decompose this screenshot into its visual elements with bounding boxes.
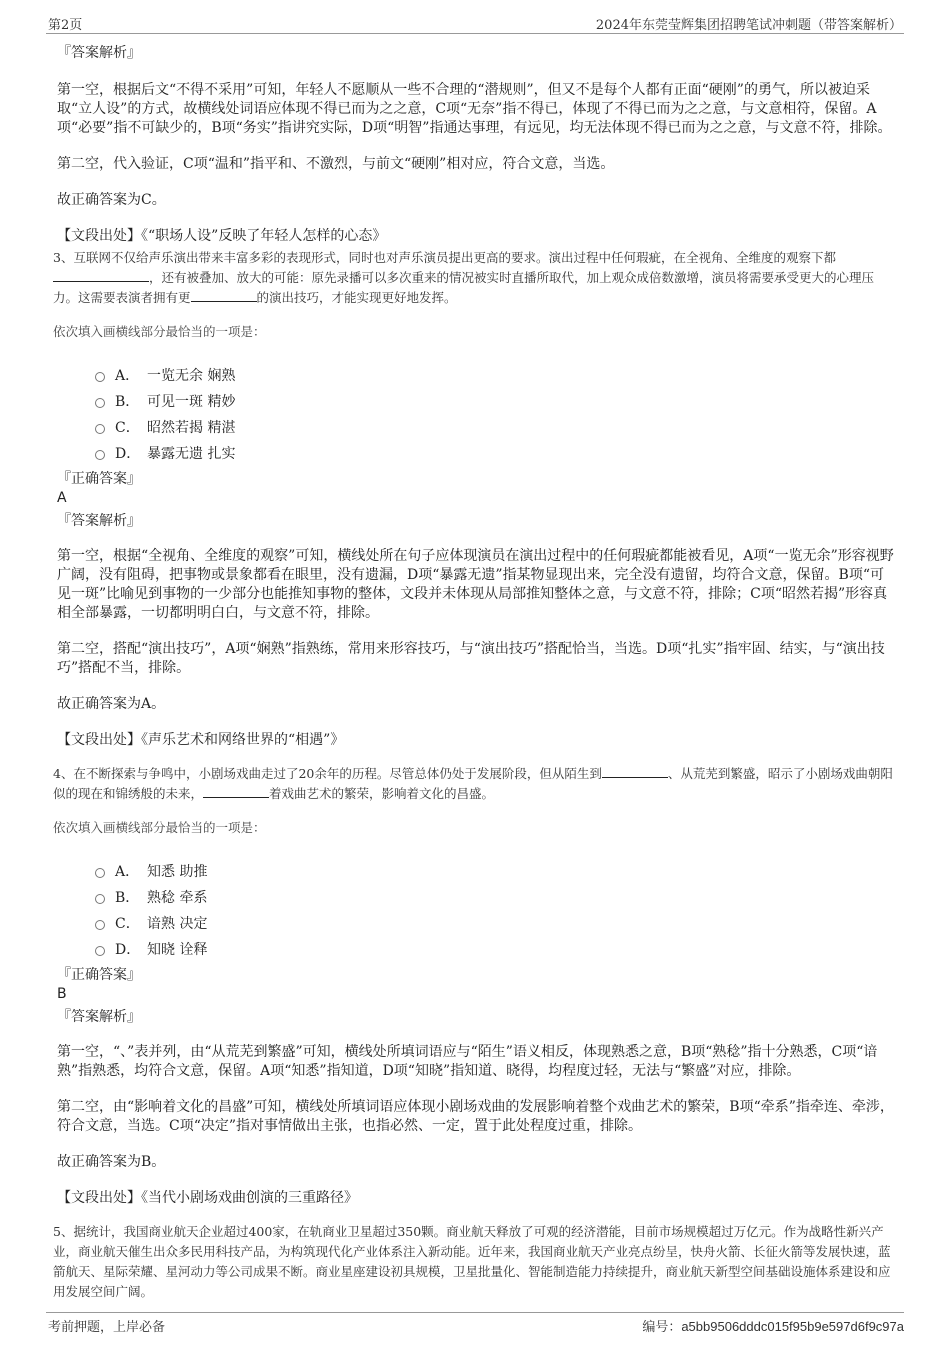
radio-icon[interactable] xyxy=(95,868,105,878)
analysis-tag: 『答案解析』 xyxy=(57,513,141,529)
question-4-stem xyxy=(53,764,897,804)
option-key: C． xyxy=(115,916,140,932)
option-key: C． xyxy=(115,420,140,436)
question-text: ，还有被叠加、放大的可能：原先录播可以多次重来的情况被实时直播所取代，加上观众成倍数激增，演员将需要承受更大的心理压力。这需要表演者拥有更 xyxy=(53,270,875,305)
source-citation: 【文段出处】《声乐艺术和网络世界的“相遇”》 xyxy=(57,732,345,748)
option-a[interactable] xyxy=(95,362,897,388)
document-title: 2024年东莞莹辉集团招聘笔试冲刺题（带答案解析） xyxy=(595,18,902,33)
analysis-tag: 『答案解析』 xyxy=(57,45,141,61)
answer-blank xyxy=(53,268,149,282)
question-text: 4、在不断探索与争鸣中，小剧场戏曲走过了20余年的历程。尽管总体仍处于发展阶段，但从陌生到 xyxy=(53,766,602,781)
question-5-stem: 5、据统计，我国商业航天企业超过400家，在轨商业卫星超过350颗。商业航天释放了可观的经济潜能，目前市场规模超过万亿元。作为战略性新兴产业，商业航天催生出众多民用科技产品，为构筑现代化产业体系注入新动能。近年来，我国商业航天产业亮点纷呈，快舟火箭、长征火箭等发展快速，蓝箭航天、星际荣耀、星河动力等公司成果不断。商业星座建设初具规模，卫星批量化、智能制造能力持续提升，商业航天新型空间基础设施体系建设和应用发展空间广阔。 xyxy=(53,1224,891,1299)
option-key: B． xyxy=(115,890,140,906)
analysis-paragraph: 故正确答案为C。 xyxy=(57,192,166,208)
option-d[interactable] xyxy=(95,440,897,466)
correct-answer-tag: 『正确答案』 xyxy=(57,471,141,487)
question-text: 、从荒芜到繁盛，昭示了小剧场戏曲朝阳似的现在和锦绣般的未来， xyxy=(53,766,893,801)
option-b[interactable] xyxy=(95,388,897,414)
analysis-tag: 『答案解析』 xyxy=(57,1009,141,1025)
option-text: 谙熟 决定 xyxy=(147,916,208,932)
answer-blank xyxy=(203,784,269,798)
analysis-paragraph: 第一空，“、”表并列，由“从荒芜到繁盛”可知，横线处所填词语应与“陌生”语义相反，体现熟悉之意，B项“熟稔”指十分熟悉，C项“谙熟”指熟悉，均符合文意，保留。A项“知悉”指知道，D项“知晓”指知道、晓得，均程度过轻，无法与“繁盛”对应，排除。 xyxy=(57,1044,878,1079)
question-text: 着戏曲艺术的繁荣，影响着文化的昌盛。 xyxy=(269,786,495,801)
analysis-paragraph: 第二空，代入验证，C项“温和”指平和、不激烈，与前文“硬刚”相对应，符合文意，当选。 xyxy=(57,156,615,172)
answer-blank xyxy=(191,288,257,302)
option-c[interactable] xyxy=(95,414,897,440)
radio-icon[interactable] xyxy=(95,894,105,904)
analysis-paragraph: 故正确答案为A。 xyxy=(57,696,166,712)
analysis-paragraph: 第一空，根据“全视角、全维度的观察”可知，横线处所在句子应体现演员在演出过程中的任何瑕疵都能被看见，A项“一览无余”形容视野广阔，没有阻碍，把事物或景象都看在眼里，没有遗漏，D项“暴露无遗”指某物显现出来，完全没有遗留，均符合文意，保留。B项“可见一斑”比喻见到事物的一少部分也能推知事物的整体，文段并未体现从局部推知整体之意，与文意不符，排除；C项“昭然若揭”形容真相全部暴露，一切都明明白白，与文意不符，排除。 xyxy=(57,548,894,621)
option-key: B． xyxy=(115,394,140,410)
radio-icon[interactable] xyxy=(95,372,105,382)
option-text: 可见一斑 精妙 xyxy=(147,394,236,410)
question-lead: 依次填入画横线部分最恰当的一项是： xyxy=(53,820,266,835)
question-lead: 依次填入画横线部分最恰当的一项是： xyxy=(53,324,266,339)
radio-icon[interactable] xyxy=(95,946,105,956)
radio-icon[interactable] xyxy=(95,450,105,460)
analysis-paragraph: 第二空，由“影响着文化的昌盛”可知，横线处所填词语应体现小剧场戏曲的发展影响着整个戏曲艺术的繁荣，B项“牵系”指牵连、牵涉，符合文意，当选。C项“决定”指对事情做出主张，也指必然、一定，置于此处程度过重，排除。 xyxy=(57,1099,894,1134)
option-key: A． xyxy=(115,368,140,384)
document-code xyxy=(642,1316,904,1335)
radio-icon[interactable] xyxy=(95,424,105,434)
footer-slogan: 考前押题，上岸必备 xyxy=(48,1320,166,1335)
options-list xyxy=(95,858,897,962)
option-d[interactable] xyxy=(95,936,897,962)
option-text: 熟稔 牵系 xyxy=(147,890,208,906)
source-citation: 【文段出处】《当代小剧场戏曲创演的三重路径》 xyxy=(57,1190,358,1206)
option-b[interactable] xyxy=(95,884,897,910)
source-citation: 【文段出处】《“职场人设”反映了年轻人怎样的心态》 xyxy=(57,228,387,244)
option-text: 一览无余 娴熟 xyxy=(147,368,236,384)
options-list xyxy=(95,362,897,466)
correct-answer-tag: 『正确答案』 xyxy=(57,967,141,983)
answer-blank xyxy=(602,764,668,778)
page-header xyxy=(46,12,904,34)
question-text: 的演出技巧，才能实现更好地发挥。 xyxy=(256,290,457,305)
option-c[interactable] xyxy=(95,910,897,936)
correct-answer: B xyxy=(57,986,67,1002)
page-footer xyxy=(46,1312,904,1335)
option-text: 昭然若揭 精湛 xyxy=(147,420,236,436)
correct-answer: A xyxy=(57,490,67,506)
radio-icon[interactable] xyxy=(95,920,105,930)
option-text: 暴露无遗 扎实 xyxy=(147,446,236,462)
page-number: 第2页 xyxy=(48,18,83,33)
analysis-paragraph: 第二空，搭配“演出技巧”，A项“娴熟”指熟练，常用来形容技巧，与“演出技巧”搭配恰当，当选。D项“扎实”指牢固、结实，与“演出技巧”搭配不当，排除。 xyxy=(57,641,885,676)
question-text: 3、互联网不仅给声乐演出带来丰富多彩的表现形式，同时也对声乐演员提出更高的要求。演出过程中任何瑕疵，在全视角、全维度的观察下都 xyxy=(53,250,836,265)
radio-icon[interactable] xyxy=(95,398,105,408)
question-3-stem xyxy=(53,248,897,308)
option-text: 知晓 诠释 xyxy=(147,942,208,958)
analysis-paragraph: 第一空，根据后文“不得不采用”可知，年轻人不愿顺从一些不合理的“潜规则”，但又不是每个人都有正面“硬刚”的勇气，所以被迫采取“立人设”的方式，故横线处词语应体现不得已而为之之意，C项“无奈”指不得已，体现了不得已而为之之意，与文意相符，保留。A项“必要”指不可缺少的，B项“务实”指讲究实际，D项“明智”指通达事理，有远见，均无法体现不得已而为之之意，与文意不符，排除。 xyxy=(57,82,892,136)
option-key: A． xyxy=(115,864,140,880)
analysis-paragraph: 故正确答案为B。 xyxy=(57,1154,166,1170)
document-body xyxy=(53,44,897,1302)
option-key: D． xyxy=(115,446,141,462)
option-a[interactable] xyxy=(95,858,897,884)
code-label: 编号： xyxy=(642,1320,682,1335)
option-key: D． xyxy=(115,942,141,958)
option-text: 知悉 助推 xyxy=(147,864,208,880)
code-value: a5bb9506dddc015f95b9e597d6f9c97a xyxy=(681,1319,904,1334)
